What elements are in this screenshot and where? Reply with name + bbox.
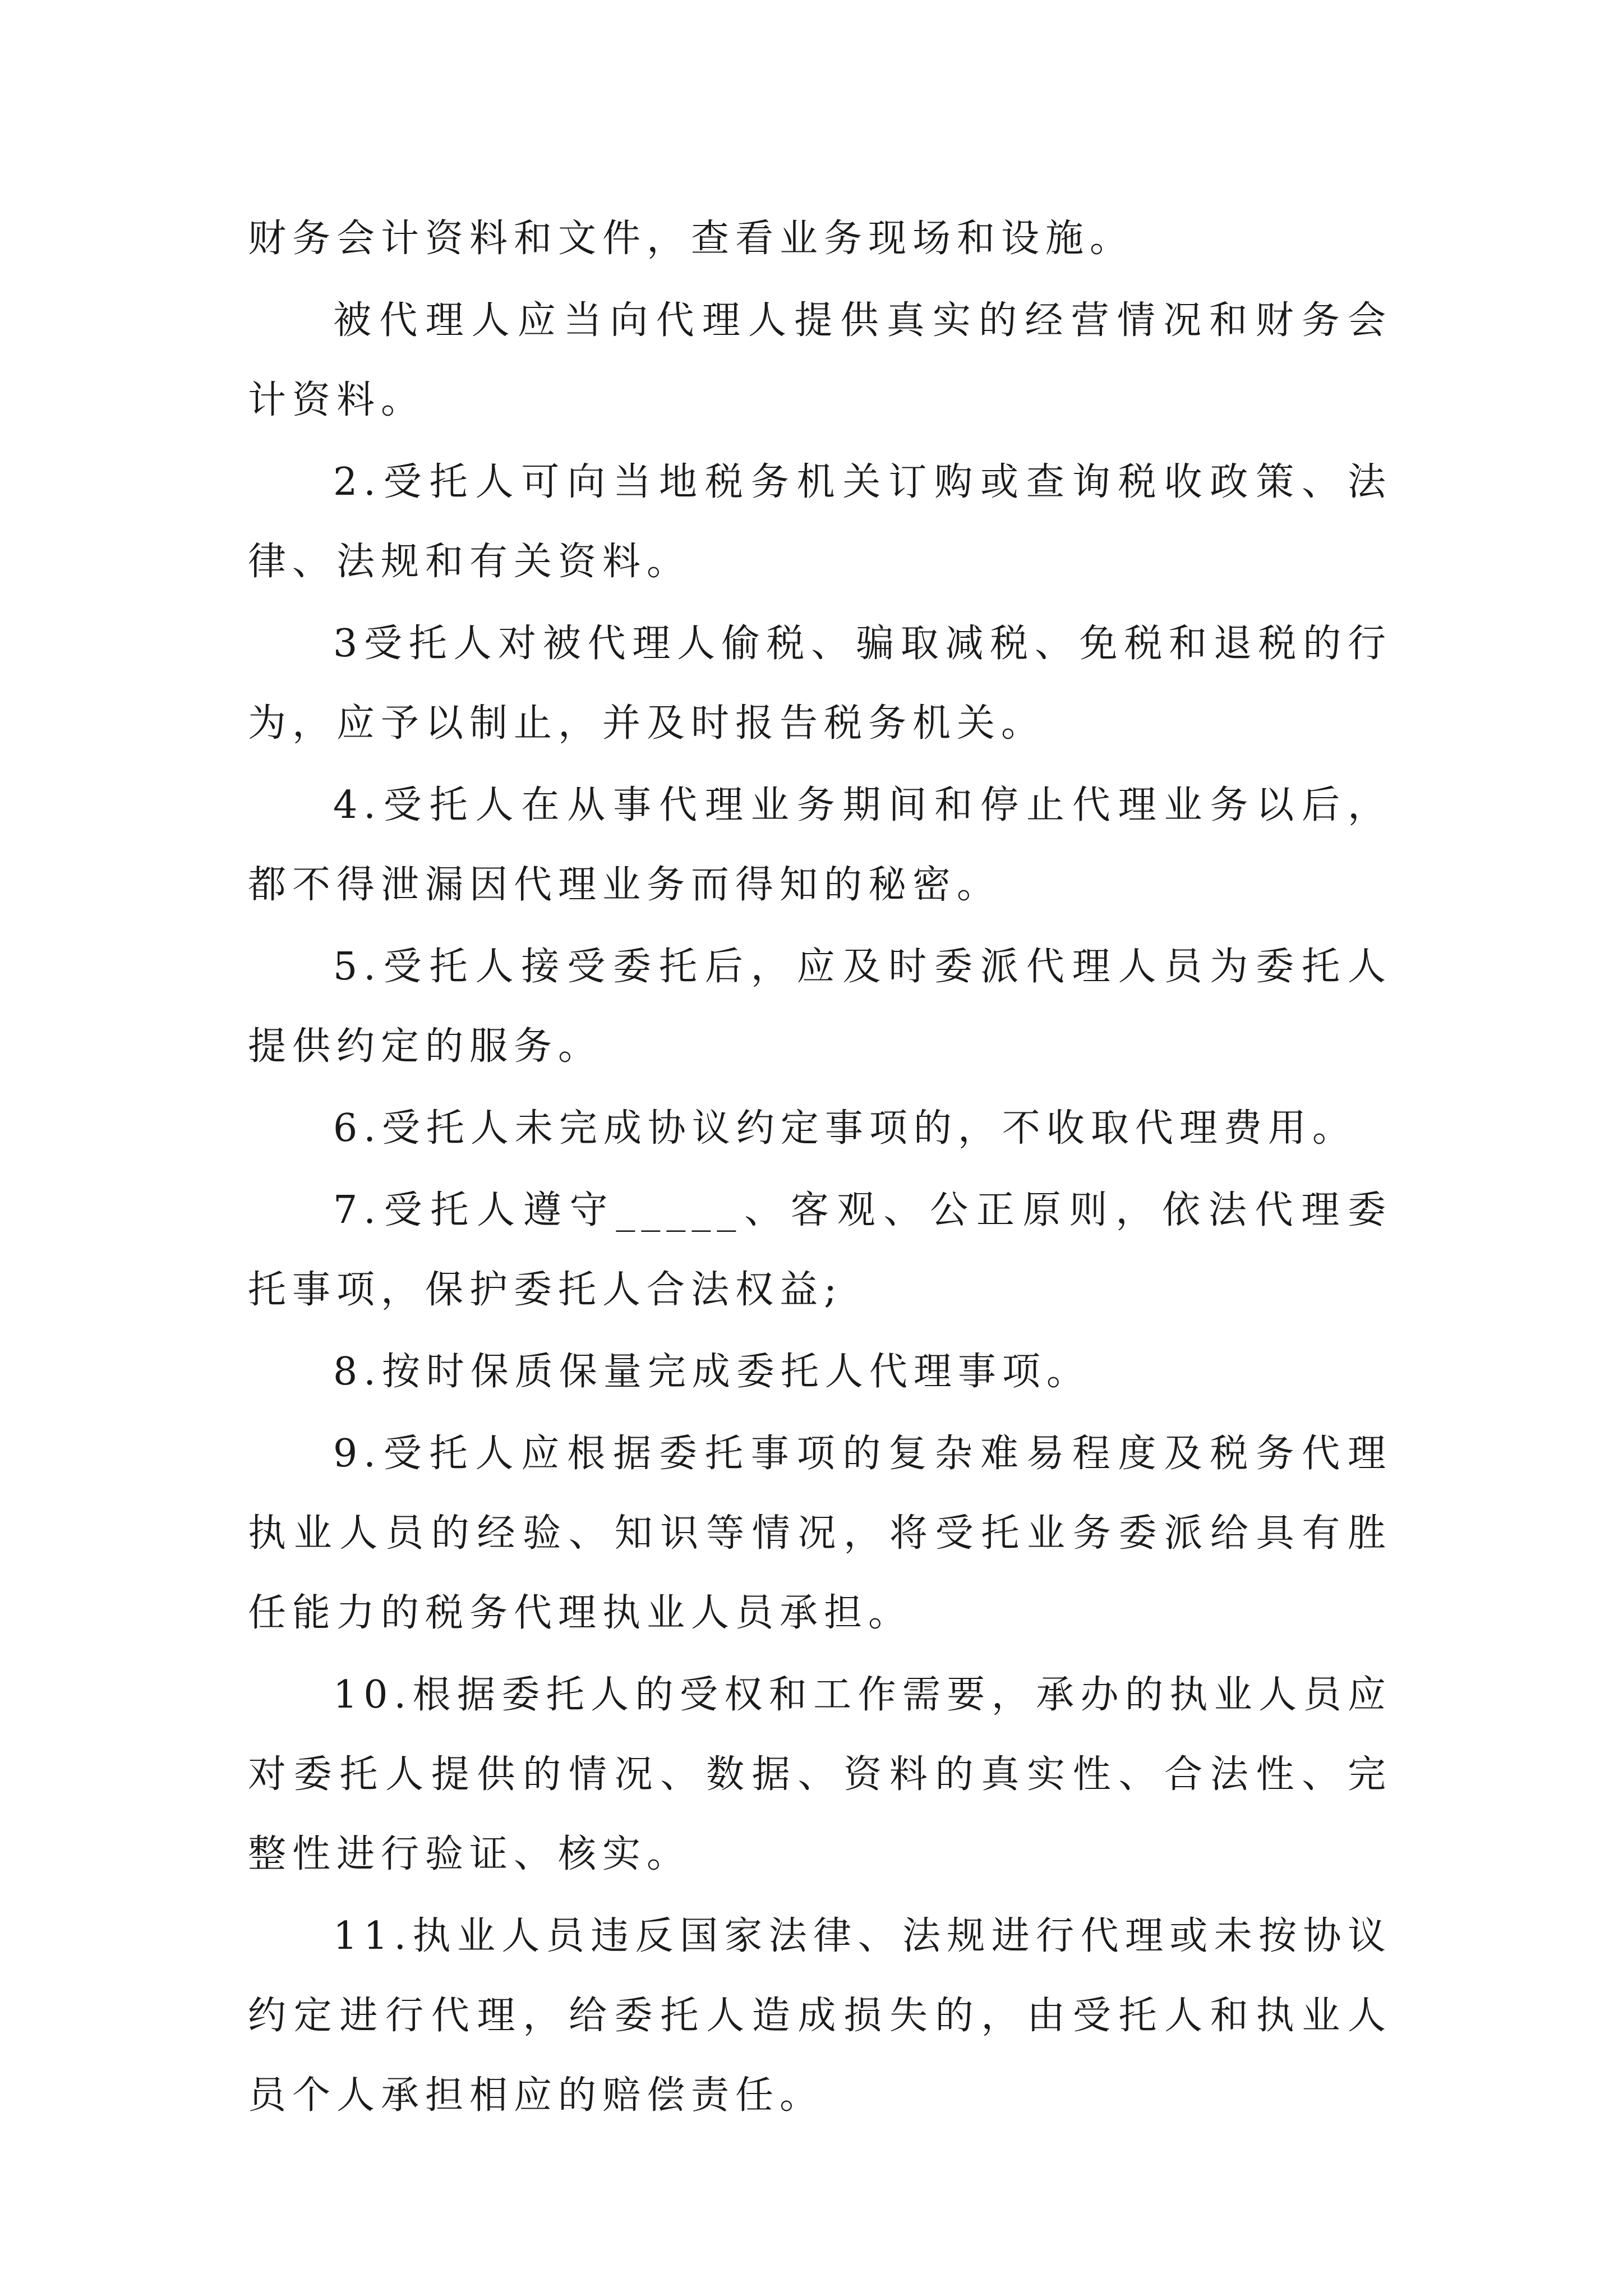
paragraph-principal-obligation: 被代理人应当向代理人提供真实的经营情况和财务会计资料。: [248, 298, 1392, 422]
clause-8: 8.按时保质保量完成委托人代理事项。: [333, 1350, 1091, 1394]
clause-2: 2.受托人可向当地税务机关订购或查询税收政策、法律、法规和有关资料。: [248, 460, 1392, 584]
clause-3: 3受托人对被代理人偷税、骗取减税、免税和退税的行为，应予以制止，并及时报告税务机关。: [248, 622, 1392, 746]
clause-5: 5.受托人接受委托后，应及时委派代理人员为委托人提供约定的服务。: [248, 945, 1392, 1069]
clause-4: 4.受托人在从事代理业务期间和停止代理业务以后，都不得泄漏因代理业务而得知的秘密。: [248, 783, 1392, 907]
clause-9: 9.受托人应根据委托事项的复杂难易程度及税务代理执业人员的经验、知识等情况，将受托业务委派给具有胜任能力的税务代理执业人员承担。: [248, 1432, 1392, 1635]
paragraph-continuation: 财务会计资料和文件，查看业务现场和设施。: [248, 217, 1135, 261]
clause-10: 10.根据委托人的受权和工作需要，承办的执业人员应对委托人提供的情况、数据、资料的真实性、合法性、完整性进行验证、核实。: [248, 1673, 1392, 1876]
clause-6: 6.受托人未完成协议约定事项的，不收取代理费用。: [333, 1106, 1357, 1151]
clause-11: 11.执业人员违反国家法律、法规进行代理或未按协议约定进行代理，给委托人造成损失的，由受托人和执业人员个人承担相应的赔偿责任。: [248, 1914, 1392, 2118]
clause-7: 7.受托人遵守_____、客观、公正原则，依法代理委托事项，保护委托人合法权益;: [248, 1188, 1392, 1312]
document-page: [248, 199, 1392, 2136]
